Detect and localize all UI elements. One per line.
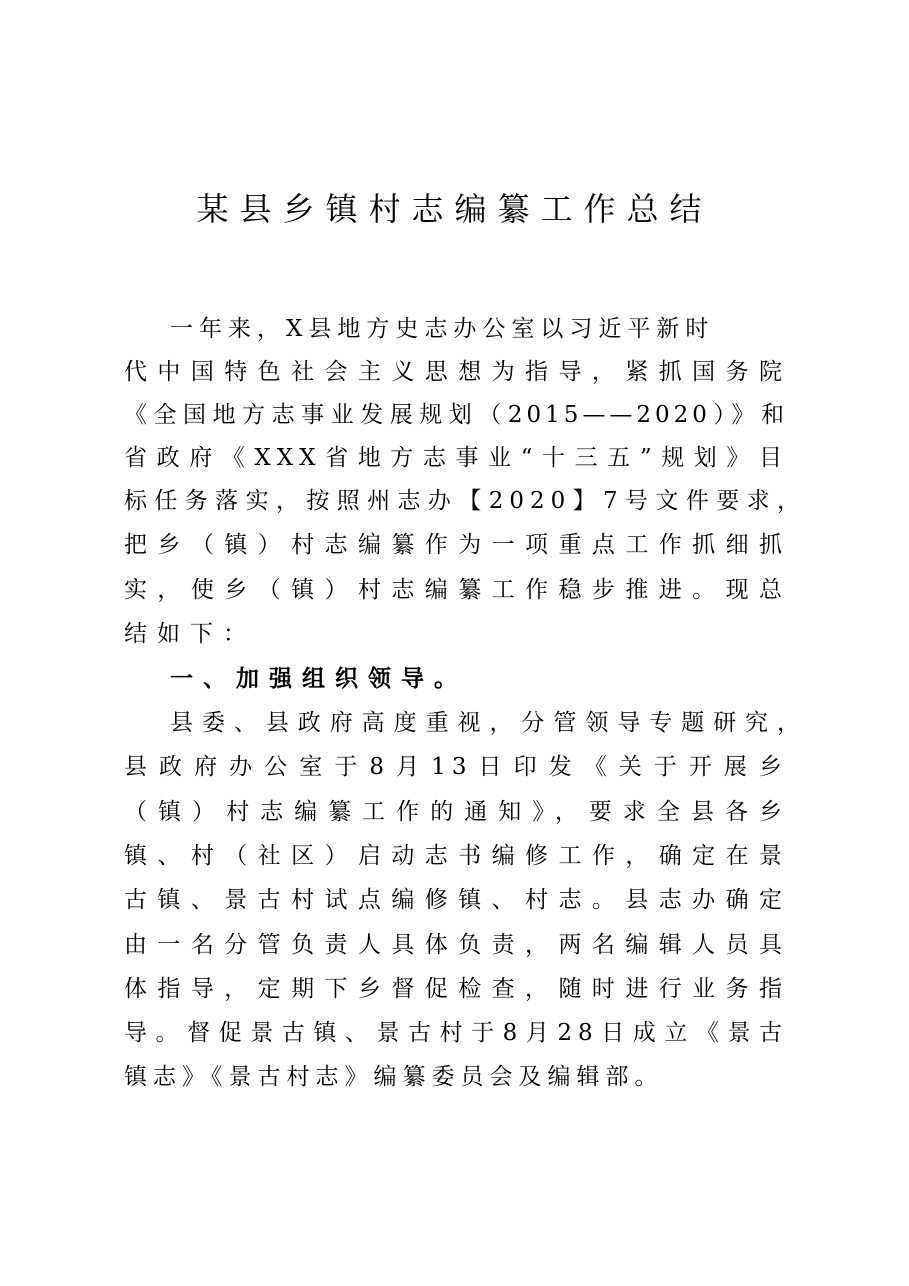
section-heading: 一、加强组织领导。 <box>170 666 467 692</box>
paragraph-line: 体指导，定期下乡督促检查，随时进行业务指 <box>124 976 788 1002</box>
document-title: 某县乡镇村志编纂工作总结 <box>196 190 713 228</box>
paragraph-line: 把乡（镇）村志编纂作为一项重点工作抓细抓 <box>124 532 788 558</box>
paragraph-line: 县委、县政府高度重视，分管领导专题研究， <box>170 710 806 736</box>
paragraph-line: 由一名分管负责人具体负责，两名编辑人员具 <box>124 932 788 958</box>
paragraph-line: 县政府办公室于8月13日印发《关于开展乡 <box>124 754 788 780</box>
paragraph-line: 古镇、景古村试点编修镇、村志。县志办确定 <box>124 887 788 913</box>
paragraph-line: 代中国特色社会主义思想为指导，紧抓国务院 <box>124 359 788 385</box>
paragraph-line: 省政府《XXX省地方志事业“十三五”规划》目 <box>124 445 788 471</box>
paragraph-line: 导。督促景古镇、景古村于8月28日成立《景古 <box>124 1020 788 1046</box>
paragraph-line: 标任务落实，按照州志办【2020】7号文件要求， <box>124 488 806 514</box>
paragraph-line: 实，使乡（镇）村志编纂工作稳步推进。现总 <box>124 577 788 603</box>
paragraph-line: 《全国地方志事业发展规划（2015——2020）》和 <box>124 402 788 428</box>
paragraph-line: （镇）村志编纂工作的通知》，要求全县各乡 <box>124 799 788 825</box>
paragraph-line: 结如下： <box>124 621 256 647</box>
paragraph-line: 一年来，X县地方史志办公室以习近平新时 <box>170 316 715 342</box>
paragraph-line: 镇、村（社区）启动志书编修工作，确定在景 <box>124 843 788 869</box>
paragraph-line: 镇志》《景古村志》编纂委员会及编辑部。 <box>124 1064 664 1090</box>
